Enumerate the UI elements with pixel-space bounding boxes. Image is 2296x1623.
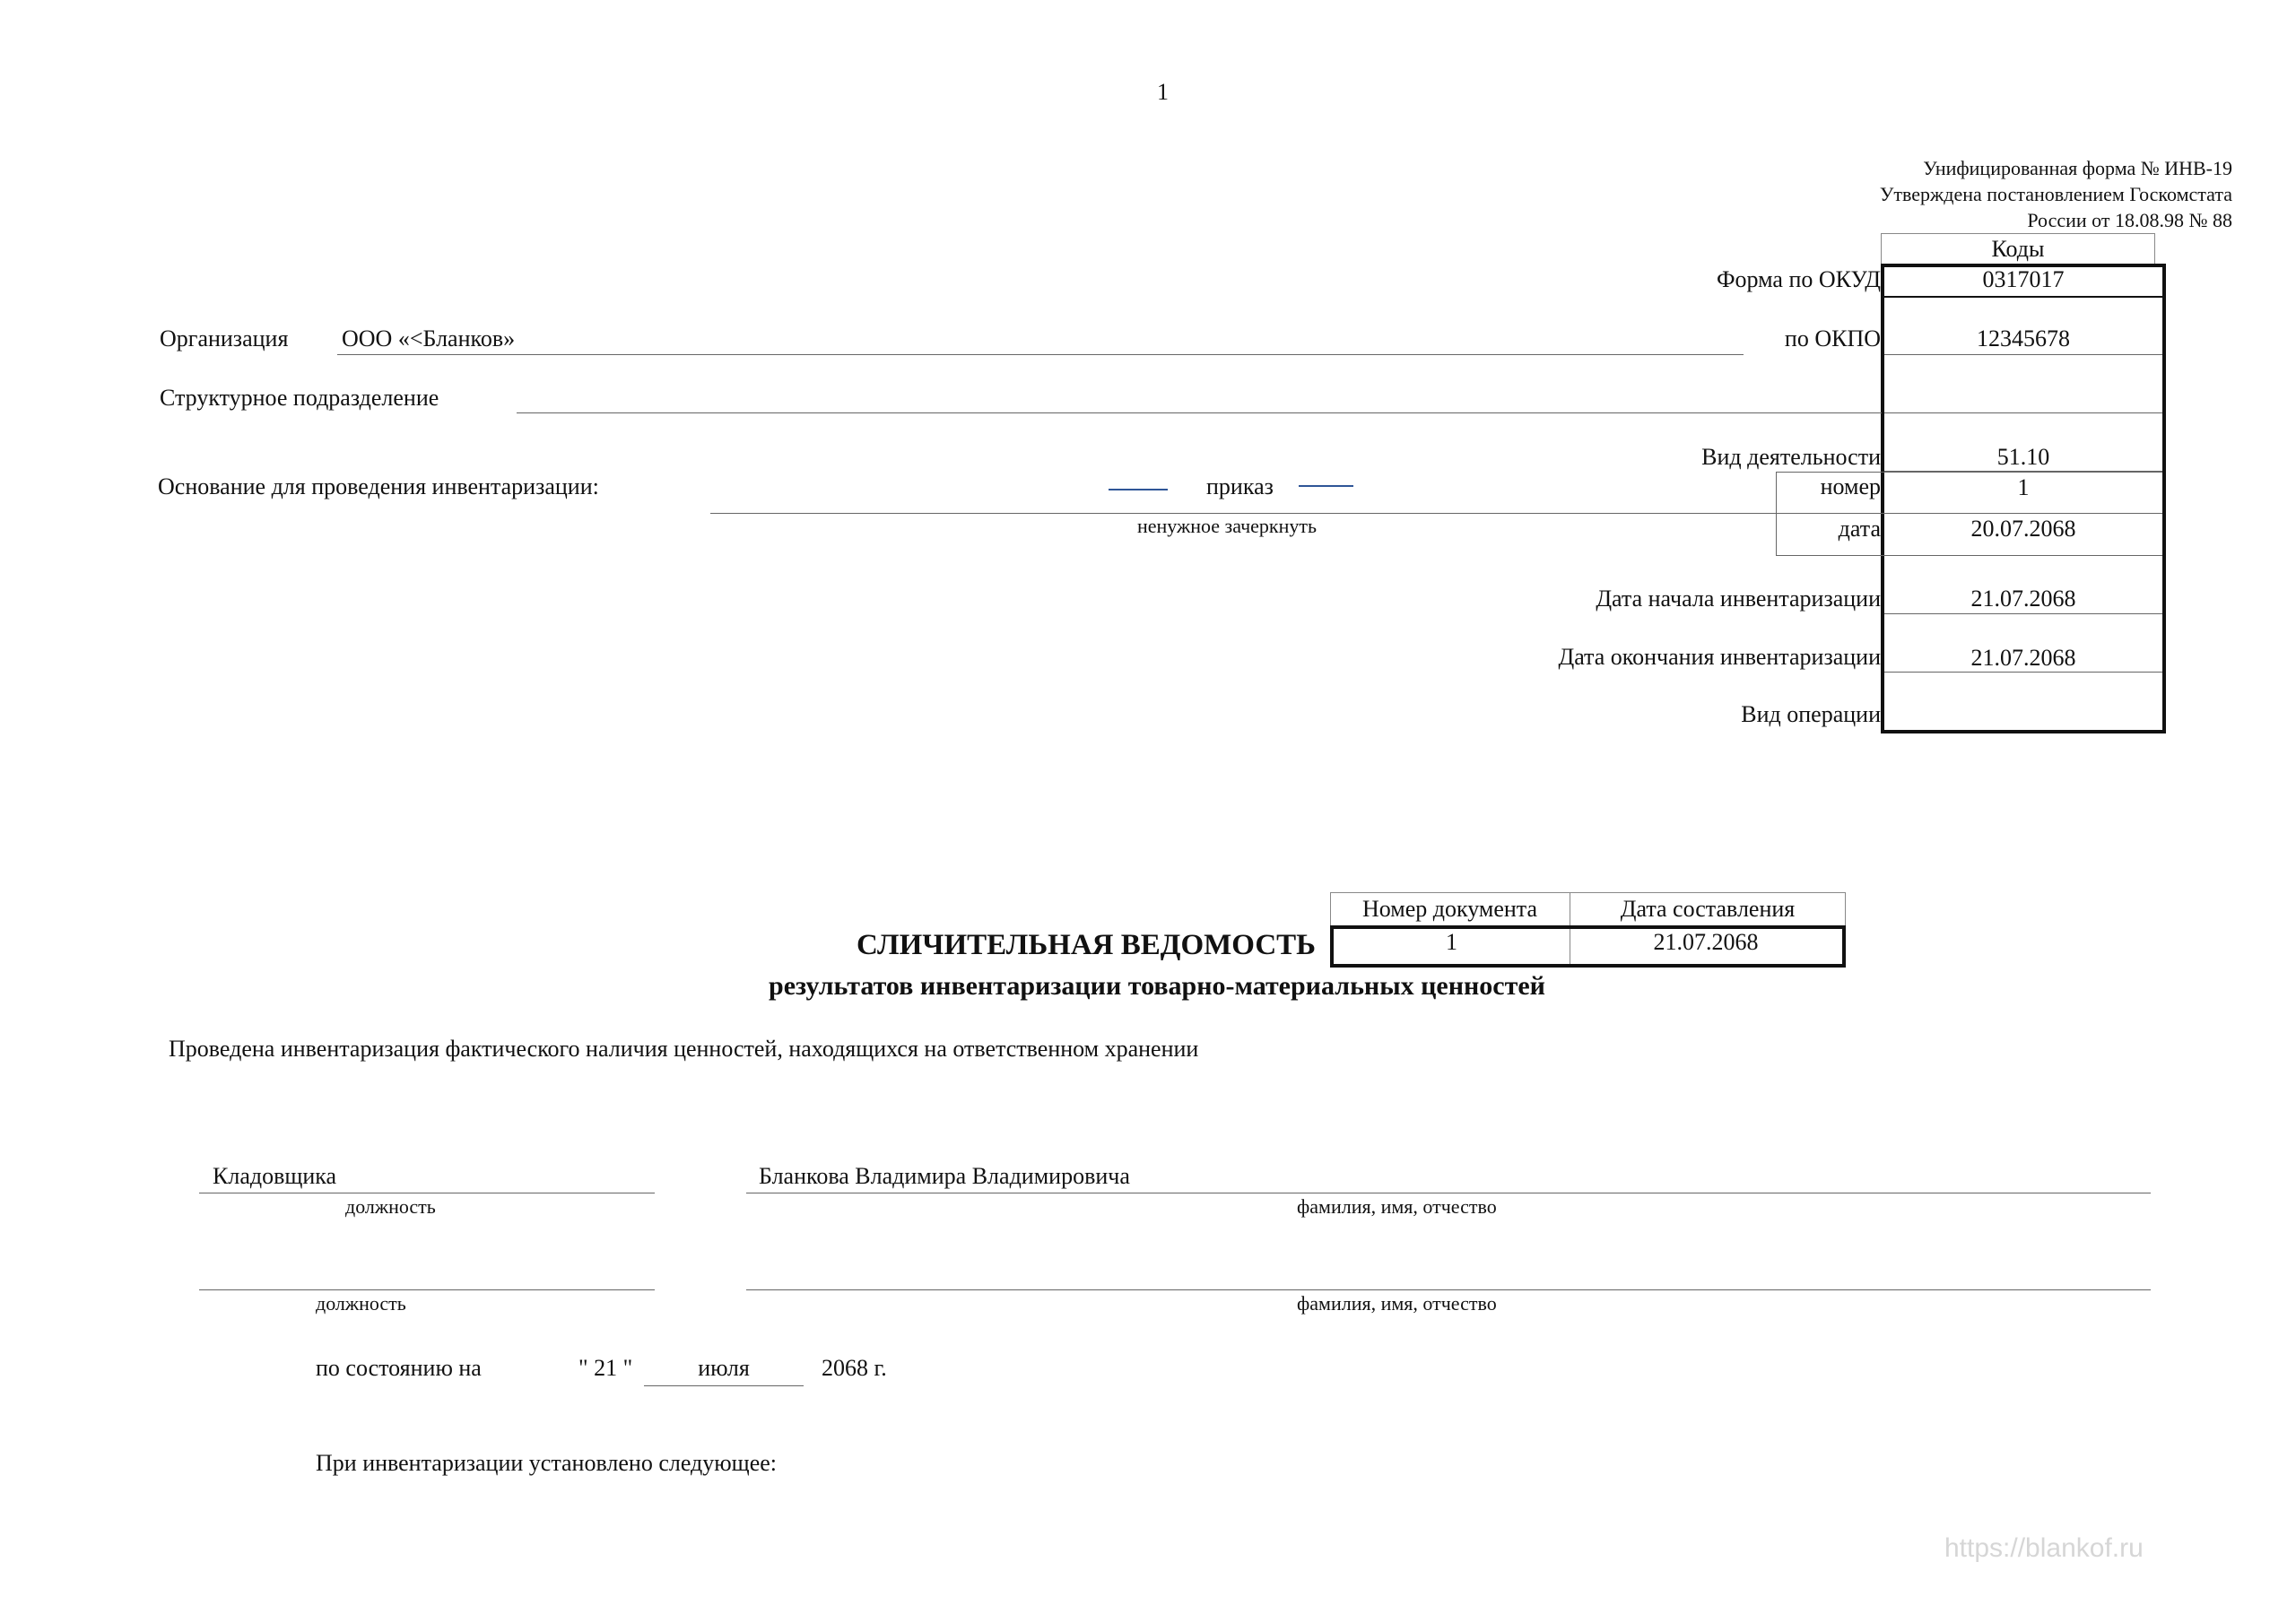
person2-position-caption: должность (316, 1292, 406, 1315)
basis-dash-right (1299, 485, 1353, 487)
person1-name: Бланкова Владимира Владимировича (759, 1163, 1130, 1189)
codes-divider (1884, 412, 2162, 413)
start-date-label: Дата начала инвентаризации (1596, 586, 1881, 612)
okud-value: 0317017 (1982, 266, 2065, 292)
activity-label: Вид деятельности (1701, 444, 1881, 470)
order-date-value: 20.07.2068 (1970, 516, 2076, 542)
operation-label: Вид операции (1741, 701, 1881, 727)
basis-strike-note: ненужное зачеркнуть (1137, 515, 1318, 537)
okpo-value: 12345678 (1977, 325, 2070, 352)
end-date-label: Дата окончания инвентаризации (1558, 644, 1881, 670)
okpo-label: по ОКПО (1784, 325, 1881, 352)
person2-position-underline (199, 1289, 655, 1290)
activity-value: 51.10 (1996, 444, 2050, 470)
as-of-day: " 21 " (578, 1355, 633, 1381)
watermark-link[interactable]: https://blankof.ru (1944, 1533, 2144, 1563)
person2-name-underline (746, 1289, 2151, 1290)
operation-value (1884, 699, 2162, 732)
page-number: 1 (1157, 79, 1169, 105)
order-date-label: дата (1838, 516, 1881, 542)
basis-dash-left (1109, 489, 1168, 490)
start-date-value: 21.07.2068 (1970, 586, 2076, 612)
as-of-month-underline (644, 1385, 804, 1386)
person1-position: Кладовщика (213, 1163, 337, 1189)
order-number-value: 1 (2017, 474, 2030, 500)
codes-divider (1884, 296, 2162, 298)
end-date-value: 21.07.2068 (1970, 645, 2076, 671)
form-name-line3: России от 18.08.98 № 88 (2027, 209, 2232, 231)
form-name-line1: Унифицированная форма № ИНВ-19 (1923, 157, 2232, 179)
document-subtitle: результатов инвентаризации товарно-материальных ценностей (769, 971, 1545, 1001)
order-number-label: номер (1820, 473, 1881, 499)
intro-text: Проведена инвентаризация фактического наличия ценностей, находящихся на ответственном хранении (169, 1036, 1199, 1062)
organization-value: ООО «<Бланков» (342, 325, 516, 352)
person1-name-caption: фамилия, имя, отчество (1297, 1195, 1497, 1218)
person2-name-caption: фамилия, имя, отчество (1297, 1292, 1497, 1315)
person1-position-caption: должность (345, 1195, 436, 1218)
okud-label: Форма по ОКУД (1717, 266, 1881, 292)
findings-text: При инвентаризации установлено следующее: (316, 1450, 778, 1476)
basis-order: приказ (1206, 473, 1274, 499)
basis-underline (710, 513, 1776, 514)
form-name-line2: Утверждена постановлением Госкомстата (1879, 183, 2232, 205)
organization-underline (337, 354, 1744, 355)
doc-number-header: Номер документа (1361, 896, 1538, 922)
subdivision-underline (517, 412, 1882, 413)
codes-divider (1776, 555, 2162, 556)
organization-label: Организация (160, 325, 289, 352)
as-of-label: по состоянию на (316, 1355, 482, 1381)
as-of-month: июля (698, 1355, 750, 1381)
doc-date-header: Дата составления (1620, 896, 1796, 922)
as-of-year: 2068 г. (822, 1355, 887, 1381)
basis-label: Основание для проведения инвентаризации: (158, 473, 599, 499)
document-title: СЛИЧИТЕЛЬНАЯ ВЕДОМОСТЬ (857, 929, 1316, 961)
doc-date-value: 21.07.2068 (1653, 929, 1759, 955)
doc-number-value: 1 (1446, 929, 1457, 955)
codes-heading: Коды (1881, 233, 2155, 264)
subdivision-label: Структурное подразделение (160, 385, 439, 411)
